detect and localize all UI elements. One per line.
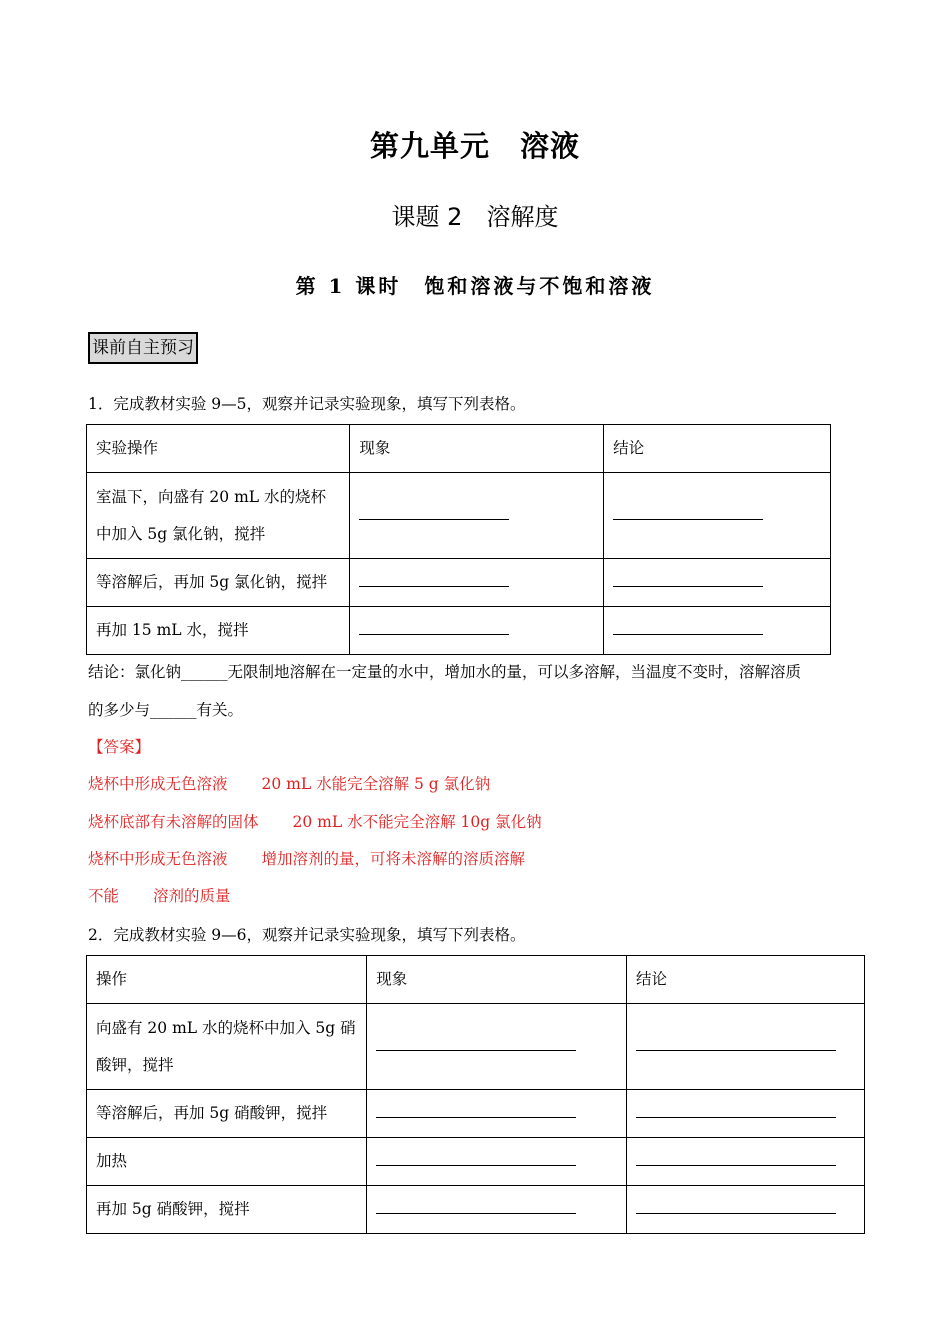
phenomenon-cell[interactable]: [350, 473, 604, 559]
operation-cell: [87, 473, 350, 559]
unit-title: 第九单元 溶液: [369, 129, 580, 163]
answer-blank[interactable]: [376, 1151, 576, 1166]
table-row: [87, 1138, 865, 1186]
answer-blank[interactable]: [613, 572, 763, 587]
answer-text: 溶剂的质量: [153, 887, 231, 905]
answer-text: 增加溶剂的量，可将未溶解的溶质溶解: [261, 850, 526, 868]
answer-text: 不能: [88, 887, 120, 905]
topic-title: 课题 2 溶解度: [391, 203, 559, 231]
conclusion-cell[interactable]: [627, 1186, 865, 1234]
operation-text: 加热: [87, 1138, 367, 1186]
answer-blank[interactable]: [613, 620, 763, 635]
table-row: [87, 559, 831, 607]
table-row: [87, 473, 831, 559]
table-row: [87, 607, 831, 655]
answer-blank[interactable]: [359, 572, 509, 587]
answer-line: [88, 774, 490, 794]
operation-text: 室温下，向盛有 20 mL 水的烧杯: [96, 487, 326, 506]
phenomenon-cell[interactable]: [350, 559, 604, 607]
answer-text: 烧杯底部有未溶解的固体: [88, 813, 259, 831]
answer-blank[interactable]: [636, 1103, 836, 1118]
phenomenon-cell[interactable]: [367, 1186, 627, 1234]
q1-table: [86, 424, 831, 655]
table-header-row: [87, 425, 831, 473]
answer-blank[interactable]: [613, 505, 763, 520]
operation-text: 中加入 5g 氯化钠，搅拌: [96, 524, 266, 543]
operation-text: 再加 5g 硝酸钾，搅拌: [87, 1186, 367, 1234]
operation-text: 酸钾，搅拌: [96, 1055, 174, 1074]
q2-table: [86, 955, 865, 1234]
answer-label: 【答案】: [88, 738, 151, 756]
answer-line: [88, 849, 525, 869]
operation-text: 等溶解后，再加 5g 氯化钠，搅拌: [87, 559, 350, 607]
q1-prompt: 1．完成教材实验 9—5，观察并记录实验现象，填写下列表格。: [88, 395, 526, 413]
phenomenon-cell[interactable]: [350, 607, 604, 655]
answer-line: [88, 812, 542, 832]
header-cell: 结论: [627, 956, 865, 1004]
answer-text: 烧杯中形成无色溶液: [88, 850, 228, 868]
section-label: 课前自主预习: [88, 332, 198, 364]
answer-blank[interactable]: [359, 505, 509, 520]
q1-conclusion: 的多少与______有关。: [88, 701, 244, 719]
answer-blank[interactable]: [636, 1199, 836, 1214]
answer-blank[interactable]: [376, 1199, 576, 1214]
phenomenon-cell[interactable]: [367, 1004, 627, 1090]
answer-text: 烧杯中形成无色溶液: [88, 775, 228, 793]
answer-blank[interactable]: [636, 1151, 836, 1166]
conclusion-cell[interactable]: [604, 473, 831, 559]
conclusion-cell[interactable]: [627, 1090, 865, 1138]
header-cell: 实验操作: [87, 425, 350, 473]
header-cell: 结论: [604, 425, 831, 473]
conclusion-cell[interactable]: [627, 1138, 865, 1186]
answer-text: 20 mL 水能完全溶解 5 g 氯化钠: [261, 775, 491, 793]
header-cell: 现象: [367, 956, 627, 1004]
table-row: [87, 1004, 865, 1090]
conclusion-cell[interactable]: [627, 1004, 865, 1090]
answer-text: 20 mL 水不能完全溶解 10g 氯化钠: [292, 813, 542, 831]
header-cell: 现象: [350, 425, 604, 473]
q1-conclusion: 结论：氯化钠______无限制地溶解在一定量的水中，增加水的量，可以多溶解，当温度不变时，溶解溶质: [88, 663, 802, 681]
operation-text: 向盛有 20 mL 水的烧杯中加入 5g 硝: [96, 1018, 356, 1037]
phenomenon-cell[interactable]: [367, 1138, 627, 1186]
operation-text: 再加 15 mL 水，搅拌: [87, 607, 350, 655]
phenomenon-cell[interactable]: [367, 1090, 627, 1138]
answer-blank[interactable]: [376, 1103, 576, 1118]
table-row: [87, 1090, 865, 1138]
q2-prompt: 2．完成教材实验 9—6，观察并记录实验现象，填写下列表格。: [88, 926, 526, 944]
lesson-title: 第 1 课时 饱和溶液与不饱和溶液: [295, 274, 655, 298]
answer-line: [88, 886, 231, 906]
answer-blank[interactable]: [636, 1036, 836, 1051]
conclusion-cell[interactable]: [604, 559, 831, 607]
answer-blank[interactable]: [376, 1036, 576, 1051]
answer-blank[interactable]: [359, 620, 509, 635]
operation-cell: [87, 1004, 367, 1090]
table-row: [87, 1186, 865, 1234]
operation-text: 等溶解后，再加 5g 硝酸钾，搅拌: [87, 1090, 367, 1138]
conclusion-cell[interactable]: [604, 607, 831, 655]
header-cell: 操作: [87, 956, 367, 1004]
table-header-row: [87, 956, 865, 1004]
